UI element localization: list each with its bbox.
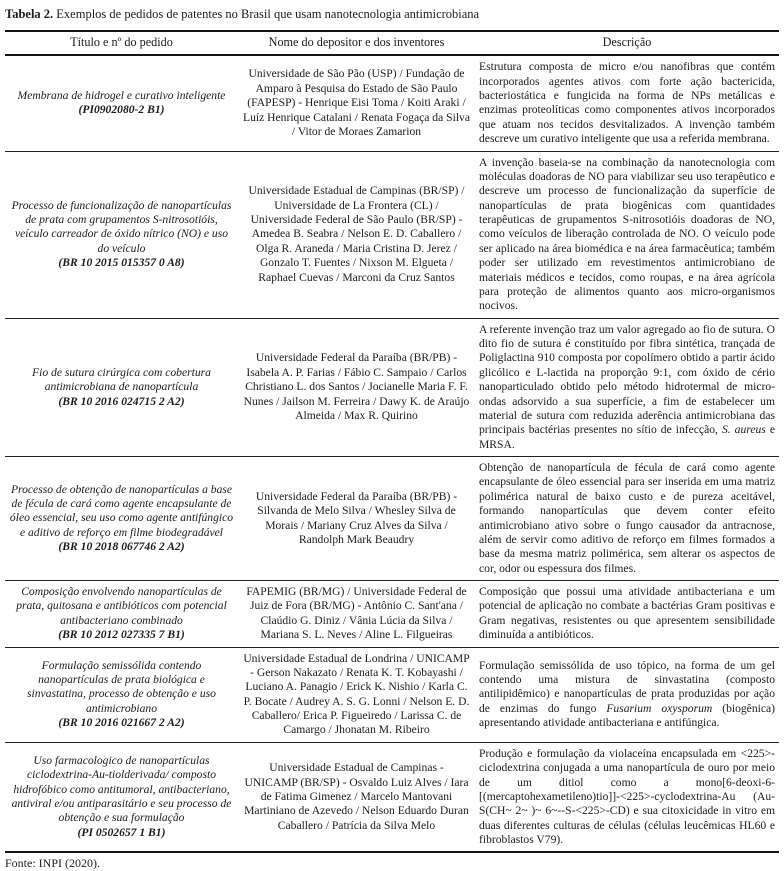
column-header-title-number: Título e nº do pedido [5,31,238,55]
patent-description: A referente invenção traz um valor agregado ao fio de sutura. O dito fio de sutura é constituído por fibra sintética, trançada de Poliglactina 910 composta por copolímero obtido a partir ácido glicólico e L-lactida na proporção 9:1, com óxido de cério nanoparticulado obtido pelo método hidrotermal de micro-ondas adsorvido a sua superfície, a fim de estabelecer um material de sutura com reduzida aderência antimicrobiana das principais bactérias presentes no sítio de infecção, S. aureus e MRSA. [475,318,779,456]
table-row [5,581,779,648]
cell-title-number [5,55,238,151]
patent-description: Formulação semissólida de uso tópico, na forma de um gel contendo uma mistura de sinvastatina (composto antilipidêmico) e nanopartículas de prata produzidas por ação de enzimas do fungo Fusarium oxysporum (biogênica) apresentando atividade antibacteriana e antifúngica. [475,647,779,742]
patent-number: (BR 10 2016 024715 2 A2) [58,394,185,408]
cell-title-number [5,742,238,852]
patent-description: Obtenção de nanopartícula de fécula de cará como agente encapsulante de óleo essencial para ser inserida em uma matriz polimérica natural de baixo custo e de pureza aceitável, formando nanopartículas que devem conter efeito antimicrobiano ativo sobre o fungo causador da antracnose, além de servir como aditivo de reforço em filmes formados a base da mesma matriz polimérica, sem alterar os aspectos de cor, odor ou espessura dos filmes. [475,457,779,581]
cell-title-number [5,457,238,581]
patent-title: Composição envolvendo nanopartículas de prata, quitosana e antibióticos com potencial antibacteriano combinado [16,585,227,627]
table-row [5,318,779,456]
depositor-inventors: Universidade Estadual de Londrina / UNICAMP - Gerson Nakazato / Renata K. T. Kobayashi / Luciano A. Panagio / Erick K. Nishio / Karla C. P. Bocate / Audrey A. S. G. Lonni / Nelson E. D. Caballero/ Erica P. Figueiredo / Larissa C. de Camargo / Jhonatan M. Ribeiro [238,647,475,742]
cell-title-number [5,581,238,648]
patent-number: (BR 10 2012 027335 7 B1) [58,628,185,642]
cell-title-number [5,151,238,318]
patent-title: Uso farmacologico de nanopartículas ciclodextrina-Au-tiolderivada/ composto hidrofóbico como antitumoral, antibacteriano, antiviral e/ou antiparasitário e seu processo de obtenção e sua formulação [11,753,232,825]
patent-description: A invenção baseia-se na combinação da nanotecnologia com moléculas doadoras de NO para viabilizar seu uso terapêutico e descreve um processo de funcionalização da superfície de nanopartículas de prata biogênicas com quantidades terapêuticas de grupamentos S-nitrosotióis doadoras de NO, como veículos de liberação controlada de NO. O veículo pode ser aplicado na área biomédica e na área farmacêutica; também poder ser utilizado em revestimentos antimicrobiano de materiais médicos e tecidos, como roupas, e na área agrícola para proteção de alimentos quanto aos micro-organismos nocivos. [475,151,779,318]
depositor-inventors: FAPEMIG (BR/MG) / Universidade Federal de Juiz de Fora (BR/MG) - Antônio C. Sant'ana / Claúdio G. Diniz / Vânia Lúcia da Silva / Mariana S. L. Neves / Aline L. Filgueiras [238,581,475,648]
depositor-inventors: Universidade Federal da Paraíba (BR/PB) - Silvanda de Melo Silva / Whesley Silva de Morais / Mariany Cruz Alves da Silva / Randolph Mark Beaudry [238,457,475,581]
column-header-description: Descrição [475,31,779,55]
table-row [5,647,779,742]
depositor-inventors: Universidade de São Pão (USP) / Fundação de Amparo à Pesquisa do Estado de São Paulo (FAPESP) - Henrique Eisi Toma / Koiti Araki / Luíz Henrique Catalani / Renata Fogaça da Silva / Vitor de Moraes Zamarion [243,67,470,138]
table-header [5,31,779,55]
cell-title-number [5,318,238,456]
table-header-row [5,31,779,55]
table-source-note: Fonte: INPI (2020). [5,856,100,871]
patent-number: (BR 10 2018 067746 2 A2) [58,540,185,554]
table-caption [5,6,779,22]
table-row [5,457,779,581]
patent-description: Composição que possui uma atividade antibacteriana e um potencial de aplicação no combate a bactérias Gram positivas e Gram negativas, resistentes ou que apresentem sensibilidade diminuída a antibióticos. [475,581,779,648]
patent-number: (PI0902080-2 B1) [78,103,165,117]
patent-description: Produção e formulação da violaceína encapsulada em <225>-ciclodextrina conjugada a uma nanopartícula de ouro por meio de um ditiol como a mono[6-deoxi-6-[(mercaptohexametileno)tio]]-<225>-cyclodextrina-Au (Au-S(CH~ 2~ )~ 6~--S-<225>-CD) e sua citoxicidade in vitro em duas diferentes culturas de células (células leucêmicas HL60 e fibroblastos V79). [475,742,779,852]
table-caption-text: Exemplos de pedidos de patentes no Brasil que usam nanotecnologia antimicrobiana [53,7,480,21]
patent-title: Fio de sutura cirúrgica com cobertura antimicrobiana de nanopartícula [32,365,211,394]
patent-title: Processo de funcionalização de nanopartículas de prata com grupamentos S-nitrosotióis, veículo carreador de óxido nítrico (NO) e uso do veículo [11,198,232,255]
patent-title: Processo de obtenção de nanopartículas a base de fécula de cará como agente encapsulante de óleo essencial, seu uso como agente antifúngico e aditivo de reforço em filme biodegradável [9,482,234,539]
depositor-inventors: Universidade Estadual de Campinas - UNICAMP (BR/SP) - Osvaldo Luiz Alves / Iara de Fatima Gimenez / Marcelo Mantovani Martiniano de Azevedo / Nelson Eduardo Duran Caballero / Patrícia da Silva Melo [238,742,475,852]
depositor-inventors: Universidade Federal da Paraíba (BR/PB) - Isabela A. P. Farias / Fábio C. Sampaio / Carlos Christiano L. dos Santos / Jocianelle Maria F. F. Nunes / Jailson M. Ferreira / Dawy K. de Araújo Almeida / Max R. Quirino [238,318,475,456]
cell-title-number [5,647,238,742]
patent-number: (BR 10 2015 015357 0 A8) [58,256,185,270]
table-body [5,55,779,852]
table-row [5,151,779,318]
table-caption-label: Tabela 2. [5,7,54,21]
patent-description: Estrutura composta de micro e/ou nanofibras que contém incorporados agentes ativos com forte ação bactericida, bacteriostática e fungicida na forma de NPs metálicas e enzimas proteolíticas como componentes ativos incorporados que atuam nos tecidos desvitalizados. A invenção também descreve um curativo inteligente que usa a referida membrana. [479,60,775,146]
table-row [5,742,779,852]
column-header-depositor-inventors: Nome do depositor e dos inventores [238,31,475,55]
patent-number: (BR 10 2016 021667 2 A2) [58,716,185,730]
patent-title: Membrana de hidrogel e curativo inteligente [17,89,226,102]
patent-number: (PI 0502657 1 B1) [77,825,166,839]
patent-title: Formulação semissólida contendo nanopartículas de prata biológica e sinvastatina, processo de obtenção e uso antimicrobiano [27,658,216,715]
depositor-inventors: Universidade Estadual de Campinas (BR/SP) / Universidade de La Frontera (CL) / Universidade Federal de São Paulo (BR/SP) - Amedea B. Seabra / Nelson E. D. Caballero / Olga R. Araneda / Maria Cristina D. Jerez / Gonzalo T. Fuentes / Nixson M. Elgueta / Raphael Cuevas / Marconi da Cruz Santos [238,151,475,318]
patents-table [5,30,779,853]
table-row [5,55,779,151]
